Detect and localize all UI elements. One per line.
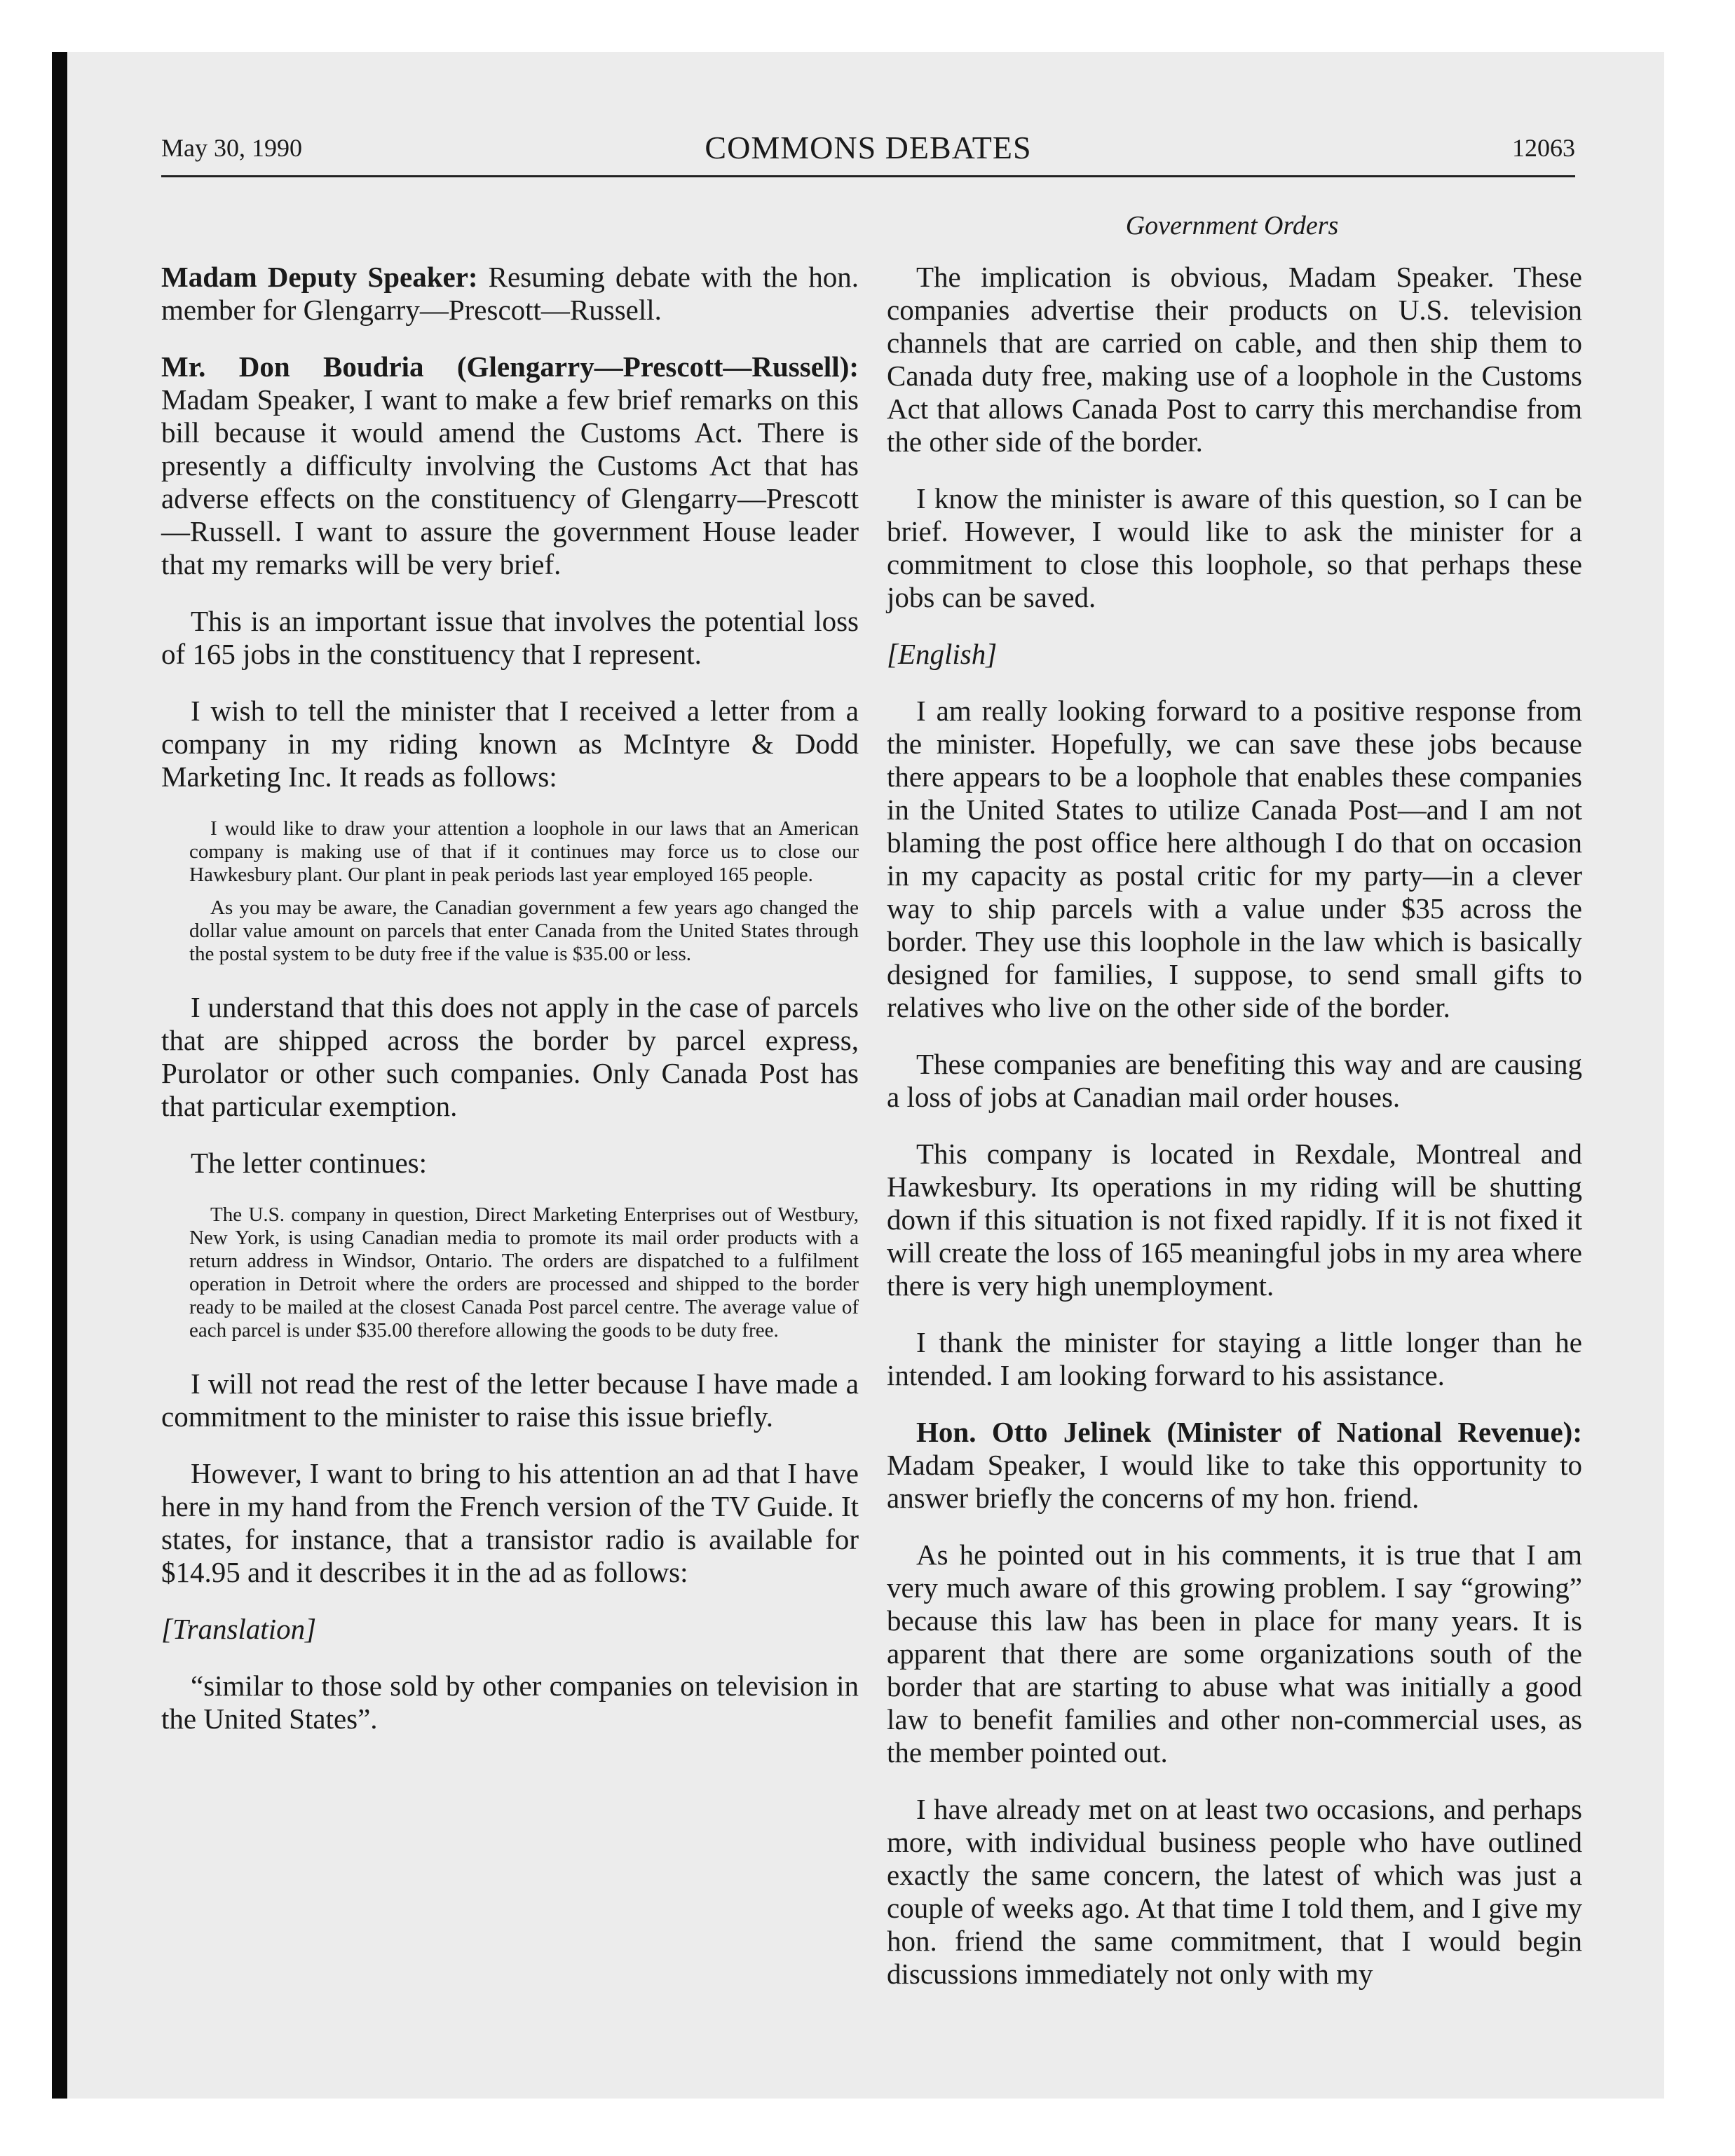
language-tag: [English]	[887, 638, 998, 670]
letter-quote: The U.S. company in question, Direct Marketing Enterprises out of Westbury, New York, is using Canadian media to promote its mail order products with a return address in Windsor, Ontario. The orders are dispatched to a fulfilment operation in Detroit where the orders are processed and shipped to the border ready to be mailed at the closest Canada Post parcel centre. The average value of each parcel is under $35.00 therefore allowing the goods to be duty free.	[189, 1203, 859, 1342]
paragraph	[161, 261, 859, 327]
letter-quote: As you may be aware, the Canadian government a few years ago changed the dollar value amount on parcels that enter Canada from the United States through the postal system to be duty free if the value is $35.00 or less.	[189, 896, 859, 965]
right-column	[887, 261, 1582, 2014]
paragraph: This is an important issue that involves the potential loss of 165 jobs in the constituency that I represent.	[161, 605, 859, 670]
paragraph: This company is located in Rexdale, Montreal and Hawkesbury. Its operations in my riding will be shutting down if this situation is not fixed rapidly. If it is not fixed it will create the loss of 165 meaningful jobs in my area where there is very high unemployment.	[887, 1138, 1582, 1302]
speaker-name: Madam Deputy Speaker:	[161, 261, 478, 293]
paragraph: The implication is obvious, Madam Speaker. These companies advertise their products on U.S. television channels that are carried on cable, and then ship them to Canada duty free, making use of a loophole in the Customs Act that allows Canada Post to carry this merchandise from the other side of the border.	[887, 261, 1582, 458]
paragraph: As he pointed out in his comments, it is true that I am very much aware of this growing problem. I say “growing” because this law has been in place for many years. It is apparent that there are some organizations south of the border that are starting to abuse what was initially a good law to benefit families and other non-commercial uses, as the member pointed out.	[887, 1538, 1582, 1768]
paragraph	[887, 1416, 1582, 1515]
paragraph-text: Resuming debate with the hon. member for Glengarry—Prescott—Russell.	[161, 261, 859, 326]
paragraph: I am really looking forward to a positive response from the minister. Hopefully, we can save these jobs because there appears to be a loophole that enables these companies in the United States to utilize Canada Post—and I am not blaming the post office here although I do that on occasion in my capacity as postal critic for my party—in a clever way to ship parcels with a value under $35 across the border. They use this loophole in the law which is basically designed for families, I suppose, to send small gifts to relatives who live on the other side of the border.	[887, 695, 1582, 1023]
header-page-number: 12063	[1512, 134, 1575, 162]
section-label: Government Orders	[1125, 211, 1339, 240]
page-header	[161, 130, 1575, 177]
letter-quote: I would like to draw your attention a loophole in our laws that an American company is making use of that if it continues may force us to close our Hawkesbury plant. Our plant in peak periods last year employed 165 people.	[189, 817, 859, 886]
paragraph: I will not read the rest of the letter because I have made a commitment to the minister to raise this issue briefly.	[161, 1367, 859, 1433]
paragraph: I have already met on at least two occasions, and perhaps more, with individual business people who have outlined exactly the same concern, the latest of which was just a couple of weeks ago. At that time I told them, and I give my hon. friend the same commitment, that I would begin discussions immediately not only with my	[887, 1793, 1582, 1990]
paragraph: I thank the minister for staying a little longer than he intended. I am looking forward to his assistance.	[887, 1326, 1582, 1391]
paragraph: “similar to those sold by other companies on television in the United States”.	[161, 1670, 859, 1735]
paragraph: The letter continues:	[191, 1147, 427, 1179]
header-title: COMMONS DEBATES	[705, 130, 1032, 165]
paragraph: These companies are benefiting this way and are causing a loss of jobs at Canadian mail order houses.	[887, 1048, 1582, 1113]
left-column	[161, 261, 859, 1759]
speaker-name: Mr. Don Boudria (Glengarry—Prescott—Russell):	[161, 350, 859, 383]
binding-edge	[52, 52, 67, 2099]
paragraph-text: Madam Speaker, I would like to take this opportunity to answer briefly the concerns of my hon. friend.	[887, 1449, 1582, 1514]
paragraph-text: Madam Speaker, I want to make a few brief remarks on this bill because it would amend the Customs Act. There is presently a difficulty involving the Customs Act that has adverse effects on the constituency of Glengarry—Prescott—Russell. I want to assure the government House leader that my remarks will be very brief.	[161, 383, 859, 580]
header-date: May 30, 1990	[161, 134, 302, 162]
paragraph: I know the minister is aware of this question, so I can be brief. However, I would like to ask the minister for a commitment to close this loophole, so that perhaps these jobs can be saved.	[887, 482, 1582, 613]
paragraph: I wish to tell the minister that I received a letter from a company in my riding known as McIntyre & Dodd Marketing Inc. It reads as follows:	[161, 695, 859, 793]
paragraph: However, I want to bring to his attention an ad that I have here in my hand from the French version of the TV Guide. It states, for instance, that a transistor radio is available for $14.95 and it describes it in the ad as follows:	[161, 1457, 859, 1588]
paragraph: I understand that this does not apply in the case of parcels that are shipped across the border by parcel express, Purolator or other such companies. Only Canada Post has that particular exemption.	[161, 991, 859, 1122]
paragraph	[161, 350, 859, 581]
language-tag: [Translation]	[161, 1613, 317, 1645]
speaker-name: Hon. Otto Jelinek (Minister of National Revenue):	[916, 1416, 1582, 1448]
